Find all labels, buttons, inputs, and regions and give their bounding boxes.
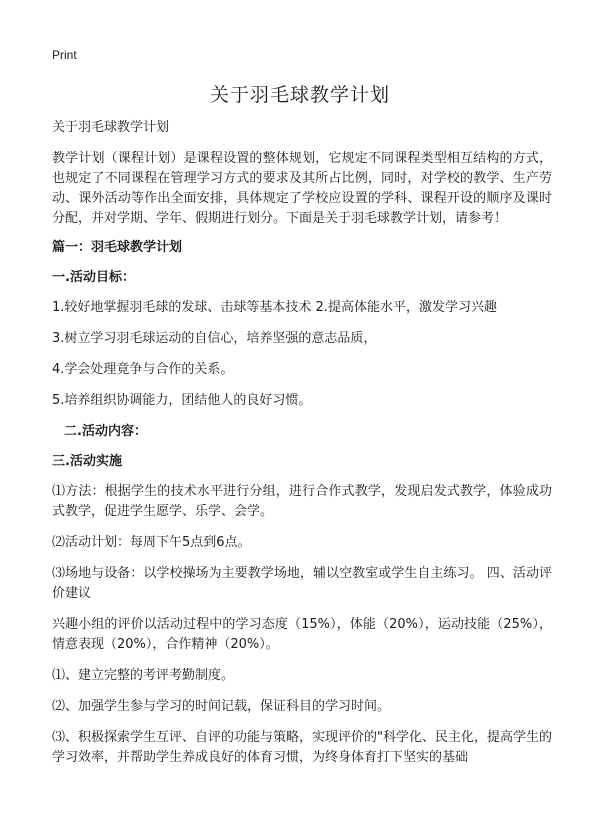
print-link[interactable]: Print (52, 48, 77, 62)
content-heading: 二.活动内容： (64, 424, 147, 439)
evaluation-item: ⑶、积极探索学生互评、自评的功能与策略，实现评价的"科学化、民主化，提高学生的学习效率，并帮助学生养成良好的体育习惯，为终身体育打下坚实的基础 (52, 730, 552, 765)
implementation-item: ⑵活动计划：每周下午5点到6点。 (52, 535, 251, 550)
goal-item: 3.树立学习羽毛球运动的自信心，培养坚强的意志品质， (52, 331, 377, 346)
document-body (52, 118, 552, 779)
document-subtitle: 关于羽毛球教学计划 (52, 120, 170, 135)
goal-item: 5.培养组织协调能力，团结他人的良好习惯。 (52, 393, 312, 408)
evaluation-item: ⑵、加强学生参与学习的时间记载，保证科目的学习时间。 (52, 699, 391, 714)
goals-heading: 一.活动目标： (52, 270, 135, 285)
evaluation-weights: 兴趣小组的评价以活动过程中的学习态度（15%），体能（20%），运动技能（25%），情意表现（20%），合作精神（20%）。 (52, 617, 552, 652)
goal-item: 1.较好地掌握羽毛球的发球、击球等基本技术 2.提高体能水平，激发学习兴趣 (52, 300, 497, 315)
intro-paragraph: 教学计划（课程计划）是课程设置的整体规划，它规定不同课程类型相互结构的方式，也规定了不同课程在管理学习方式的要求及其所占比例，同时，对学校的教学、生产劳动、课外活动等作出全面安排，具体规定了学校应设置的学科、课程开设的顺序及课时分配，并对学期、学年、假期进行划分。下面是关于羽毛球教学计划，请参考！ (52, 151, 552, 226)
evaluation-item: ⑴、建立完整的考评考勤制度。 (52, 668, 235, 683)
implementation-heading: 三.活动实施 (52, 454, 122, 469)
section-heading: 篇一：羽毛球教学计划 (52, 240, 183, 255)
page-title: 关于羽毛球教学计划 (209, 84, 390, 106)
implementation-item: ⑴方法：根据学生的技术水平进行分组，进行合作式教学，发现启发式教学，体验成功式教学，促进学生愿学、乐学、会学。 (52, 484, 552, 519)
implementation-item: ⑶场地与设备：以学校操场为主要教学场地，辅以空教室或学生自主练习。 四、活动评价建议 (52, 566, 552, 601)
goal-item: 4.学会处理竟争与合作的关系。 (52, 362, 234, 377)
